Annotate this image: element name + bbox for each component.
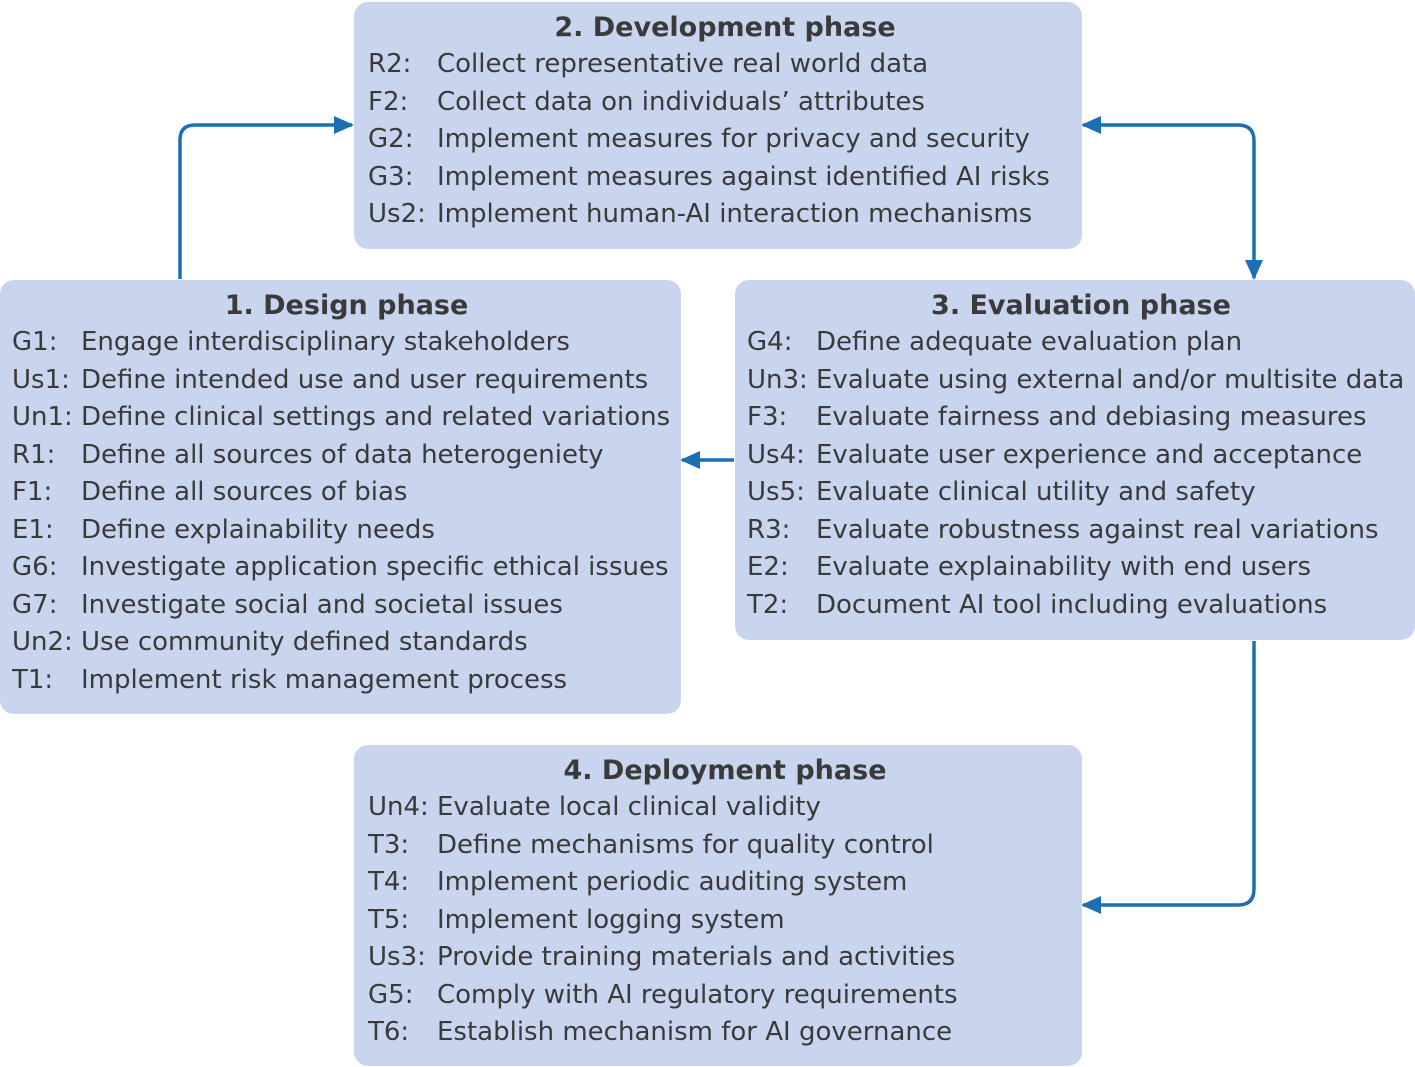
list-item [747, 362, 1415, 400]
arrow-development-evaluation [1083, 125, 1254, 278]
list-item [747, 324, 1415, 362]
item-text: Evaluate fairness and debiasing measures [816, 402, 1367, 432]
item-code: Un2: [12, 627, 73, 657]
item-text: Investigate social and societal issues [81, 589, 563, 620]
item-text: Document AI tool including evaluations [816, 589, 1328, 620]
arrow-design-to-development [180, 125, 352, 279]
list-item [368, 827, 1082, 865]
deployment-phase-box [354, 745, 1082, 1066]
item-code: G4: [747, 327, 793, 357]
list-item [368, 789, 1082, 827]
item-text: Implement logging system [437, 904, 785, 935]
list-item [747, 587, 1415, 625]
item-text: Define all sources of data heterogeniety [81, 439, 604, 470]
list-item [368, 864, 1082, 902]
item-text: Define mechanisms for quality control [437, 829, 934, 860]
list-item [12, 587, 681, 625]
item-text: Evaluate user experience and acceptance [816, 439, 1363, 470]
item-code: G5: [368, 979, 414, 1010]
item-code: T6: [368, 1017, 410, 1047]
item-text: Collect representative real world data [437, 49, 929, 79]
item-code: G3: [368, 161, 414, 192]
item-code: T1: [12, 664, 54, 695]
item-text: Evaluate explainability with end users [816, 552, 1312, 582]
list-item [368, 1014, 1082, 1052]
list-item [368, 46, 1082, 84]
item-code: F3: [747, 402, 788, 432]
item-code: G7: [12, 589, 58, 620]
list-item [368, 84, 1082, 122]
item-text: Provide training materials and activities [437, 942, 956, 972]
item-text: Implement measures for privacy and security [437, 124, 1030, 154]
development-phase-title: 2. Development phase [554, 12, 896, 43]
evaluation-phase-title: 3. Evaluation phase [931, 290, 1231, 321]
item-code: Us1: [12, 364, 70, 395]
deployment-phase-title: 4. Deployment phase [563, 755, 887, 786]
list-item [12, 662, 681, 700]
item-text: Define all sources of bias [81, 477, 408, 507]
list-item [368, 196, 1082, 234]
item-text: Define clinical settings and related variations [81, 402, 671, 432]
item-text: Define adequate evaluation plan [816, 327, 1243, 357]
item-text: Evaluate clinical utility and safety [816, 477, 1256, 507]
list-item [368, 902, 1082, 940]
item-code: Us3: [368, 942, 426, 972]
list-item [12, 362, 681, 400]
list-item [12, 474, 681, 512]
item-code: Us2: [368, 199, 426, 229]
list-item [12, 512, 681, 550]
list-item [12, 549, 681, 587]
list-item [747, 399, 1415, 437]
item-code: G6: [12, 552, 58, 582]
item-code: Un1: [12, 402, 73, 432]
list-item [368, 977, 1082, 1015]
item-text: Implement human-AI interaction mechanisms [437, 199, 1033, 229]
list-item [368, 939, 1082, 977]
item-code: F1: [12, 477, 53, 507]
item-text: Comply with AI regulatory requirements [437, 979, 958, 1010]
item-text: Collect data on individuals’ attributes [437, 86, 925, 117]
item-code: R2: [368, 49, 412, 79]
item-text: Investigate application specific ethical issues [81, 552, 669, 582]
item-code: T5: [368, 904, 410, 935]
item-text: Implement measures against identified AI risks [437, 161, 1050, 192]
item-code: T3: [368, 829, 410, 860]
item-code: Un3: [747, 364, 808, 395]
item-text: Evaluate robustness against real variations [816, 514, 1379, 545]
item-code: E1: [12, 514, 54, 545]
item-code: G2: [368, 124, 414, 154]
list-item [368, 121, 1082, 159]
item-code: E2: [747, 552, 789, 582]
item-text: Evaluate using external and/or multisite data [816, 364, 1405, 395]
item-text: Establish mechanism for AI governance [437, 1017, 953, 1047]
item-text: Define intended use and user requirements [81, 364, 649, 395]
item-text: Engage interdisciplinary stakeholders [81, 327, 570, 357]
item-text: Use community defined standards [81, 627, 528, 657]
item-text: Define explainability needs [81, 514, 435, 545]
design-phase-title: 1. Design phase [224, 290, 469, 321]
list-item [368, 159, 1082, 197]
item-code: Us4: [747, 439, 805, 470]
list-item [747, 549, 1415, 587]
item-code: G1: [12, 327, 58, 357]
list-item [747, 512, 1415, 550]
item-code: R3: [747, 514, 791, 545]
item-code: Us5: [747, 477, 805, 507]
item-code: T4: [368, 867, 410, 897]
list-item [12, 399, 681, 437]
item-text: Evaluate local clinical validity [437, 792, 821, 822]
evaluation-phase-box [735, 280, 1415, 640]
arrow-evaluation-to-deployment [1083, 641, 1254, 905]
item-code: F2: [368, 86, 409, 117]
development-phase-box [354, 2, 1082, 249]
item-code: R1: [12, 439, 56, 470]
list-item [747, 474, 1415, 512]
item-text: Implement periodic auditing system [437, 867, 908, 897]
item-code: Un4: [368, 792, 429, 822]
item-text: Implement risk management process [81, 664, 568, 695]
list-item [12, 624, 681, 662]
item-code: T2: [747, 589, 789, 620]
design-phase-box [0, 280, 681, 714]
list-item [12, 437, 681, 475]
list-item [12, 324, 681, 362]
list-item [747, 437, 1415, 475]
